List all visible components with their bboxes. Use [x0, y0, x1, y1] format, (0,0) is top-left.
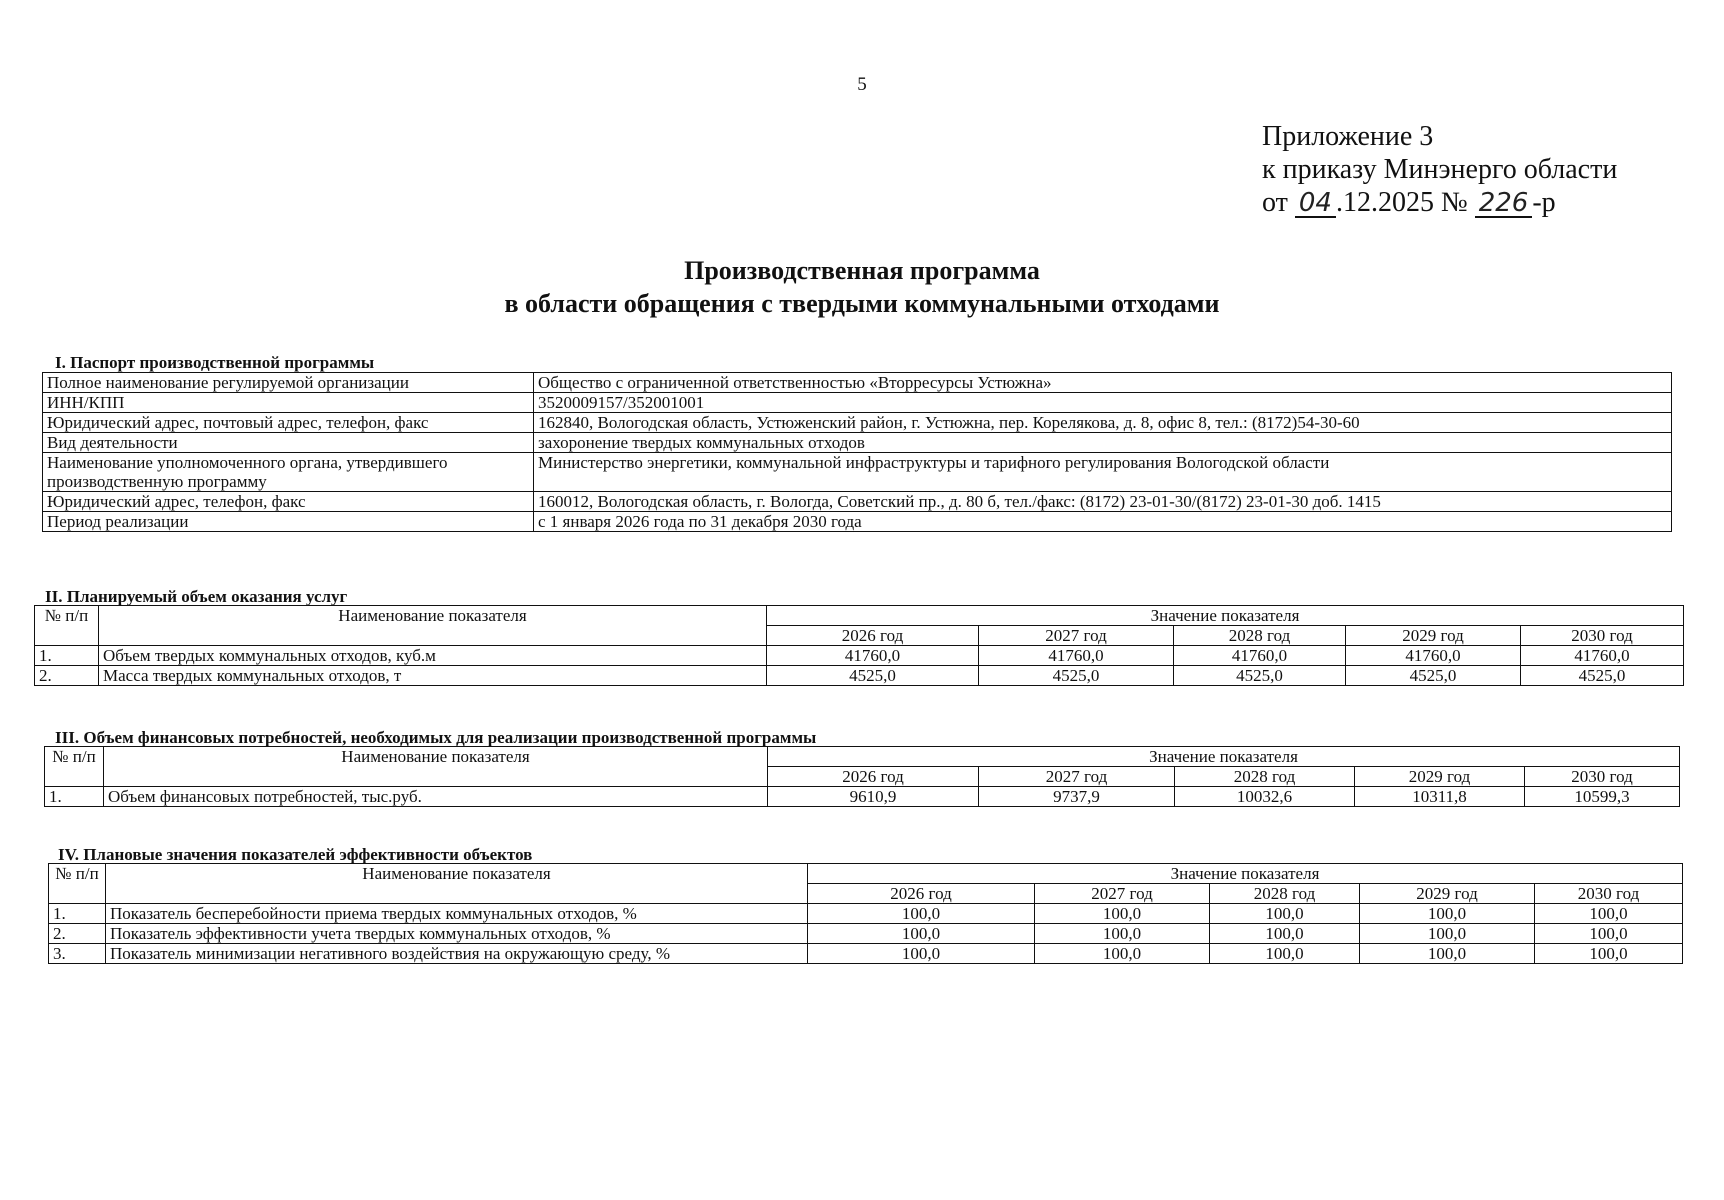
indicator-value: 10311,8 [1355, 787, 1525, 807]
indicator-value: 10032,6 [1175, 787, 1355, 807]
passport-row [43, 492, 1672, 512]
indicator-value: 9610,9 [768, 787, 979, 807]
indicator-name: Показатель минимизации негативного воздействия на окружающую среду, % [106, 944, 808, 964]
indicator-value: 100,0 [808, 904, 1035, 924]
indicator-value: 100,0 [1535, 924, 1683, 944]
year-header: 2026 год [768, 767, 979, 787]
table-row [45, 787, 1680, 807]
order-date-middle: .12.2025 № [1335, 187, 1475, 218]
passport-row [43, 393, 1672, 413]
appendix-line-2: к приказу Минэнерго области [1262, 154, 1618, 185]
handwritten-day: 04 [1295, 190, 1336, 218]
indicator-value: 9737,9 [979, 787, 1175, 807]
passport-table [42, 372, 1672, 532]
year-header: 2027 год [979, 626, 1174, 646]
indicator-value: 100,0 [1535, 944, 1683, 964]
indicator-value: 100,0 [1210, 924, 1360, 944]
financial-needs-table [44, 746, 1680, 807]
table-row [35, 666, 1684, 686]
passport-value: с 1 января 2026 года по 31 декабря 2030 года [534, 512, 1672, 532]
indicator-value: 100,0 [1210, 944, 1360, 964]
indicator-value: 100,0 [1210, 904, 1360, 924]
indicator-value: 4525,0 [979, 666, 1174, 686]
title-line-1: Производственная программа [684, 256, 1040, 285]
year-header: 2029 год [1346, 626, 1521, 646]
indicator-value: 4525,0 [767, 666, 979, 686]
col-name-header: Наименование показателя [106, 864, 808, 904]
indicator-value: 100,0 [1035, 924, 1210, 944]
indicator-value: 100,0 [1535, 904, 1683, 924]
year-header: 2028 год [1210, 884, 1360, 904]
indicator-value: 10599,3 [1525, 787, 1680, 807]
passport-row [43, 373, 1672, 393]
passport-label: Период реализации [43, 512, 534, 532]
passport-value: Общество с ограниченной ответственностью «Вторресурсы Устюжна» [534, 373, 1672, 393]
indicator-value: 4525,0 [1174, 666, 1346, 686]
indicator-value: 100,0 [808, 944, 1035, 964]
year-header: 2028 год [1174, 626, 1346, 646]
col-number-header: № п/п [49, 864, 106, 904]
col-value-header: Значение показателя [768, 747, 1680, 767]
order-date-prefix: от [1262, 187, 1295, 218]
passport-row [43, 512, 1672, 532]
table-row [35, 646, 1684, 666]
section2-heading: II. Планируемый объем оказания услуг [45, 587, 348, 606]
year-header: 2027 год [1035, 884, 1210, 904]
year-header: 2030 год [1535, 884, 1683, 904]
col-value-header: Значение показателя [808, 864, 1683, 884]
passport-label: ИНН/КПП [43, 393, 534, 413]
indicator-value: 100,0 [1360, 944, 1535, 964]
indicator-value: 41760,0 [979, 646, 1174, 666]
indicator-name: Показатель эффективности учета твердых коммунальных отходов, % [106, 924, 808, 944]
row-number: 2. [49, 924, 106, 944]
order-number-suffix: -р [1532, 187, 1556, 218]
services-volume-table [34, 605, 1684, 686]
table-row [49, 924, 1683, 944]
page-number: 5 [857, 74, 867, 95]
year-header: 2028 год [1175, 767, 1355, 787]
col-number-header: № п/п [45, 747, 104, 787]
col-number-header: № п/п [35, 606, 99, 646]
appendix-line-3 [1262, 186, 1617, 219]
passport-label: Юридический адрес, почтовый адрес, телефон, факс [43, 413, 534, 433]
indicator-value: 100,0 [1360, 904, 1535, 924]
year-header: 2027 год [979, 767, 1175, 787]
section1-heading: I. Паспорт производственной программы [55, 353, 375, 372]
indicator-value: 100,0 [808, 924, 1035, 944]
indicator-value: 100,0 [1035, 904, 1210, 924]
passport-label: Вид деятельности [43, 433, 534, 453]
indicator-value: 100,0 [1360, 924, 1535, 944]
indicator-name: Объем твердых коммунальных отходов, куб.м [99, 646, 767, 666]
row-number: 1. [35, 646, 99, 666]
table-row [49, 904, 1683, 924]
year-header: 2029 год [1360, 884, 1535, 904]
col-value-header: Значение показателя [767, 606, 1684, 626]
row-number: 2. [35, 666, 99, 686]
year-header: 2029 год [1355, 767, 1525, 787]
passport-value: 160012, Вологодская область, г. Вологда, Советский пр., д. 80 б, тел./факс: (8172) 23-01-30/(8172) 23-01-30 доб. 1415 [534, 492, 1672, 512]
section3-heading: III. Объем финансовых потребностей, необходимых для реализации производственной программы [55, 728, 817, 747]
indicator-value: 100,0 [1035, 944, 1210, 964]
passport-value: 3520009157/352001001 [534, 393, 1672, 413]
indicator-value: 41760,0 [1346, 646, 1521, 666]
col-name-header: Наименование показателя [104, 747, 768, 787]
row-number: 3. [49, 944, 106, 964]
passport-row [43, 433, 1672, 453]
year-header: 2026 год [808, 884, 1035, 904]
year-header: 2026 год [767, 626, 979, 646]
year-header: 2030 год [1525, 767, 1680, 787]
indicator-value: 4525,0 [1346, 666, 1521, 686]
document-title [0, 254, 1724, 320]
passport-value: 162840, Вологодская область, Устюженский район, г. Устюжна, пер. Корелякова, д. 8, офис 8, тел.: (8172)54-30-60 [534, 413, 1672, 433]
indicator-value: 41760,0 [767, 646, 979, 666]
appendix-line-1: Приложение 3 [1262, 121, 1434, 152]
table-row [49, 944, 1683, 964]
passport-row [43, 413, 1672, 433]
passport-value: Министерство энергетики, коммунальной инфраструктуры и тарифного регулирования Вологодской области [534, 453, 1672, 492]
title-line-2: в области обращения с твердыми коммунальными отходами [504, 289, 1220, 318]
passport-row [43, 453, 1672, 492]
passport-label: Наименование уполномоченного органа, утвердившего производственную программу [43, 453, 534, 492]
passport-label: Полное наименование регулируемой организации [43, 373, 534, 393]
passport-label: Юридический адрес, телефон, факс [43, 492, 534, 512]
section4-heading: IV. Плановые значения показателей эффективности объектов [58, 845, 533, 864]
passport-value: захоронение твердых коммунальных отходов [534, 433, 1672, 453]
indicator-name: Масса твердых коммунальных отходов, т [99, 666, 767, 686]
handwritten-order-number: 226 [1475, 190, 1533, 218]
year-header: 2030 год [1521, 626, 1684, 646]
row-number: 1. [45, 787, 104, 807]
appendix-block [1262, 120, 1617, 219]
indicator-value: 4525,0 [1521, 666, 1684, 686]
col-name-header: Наименование показателя [99, 606, 767, 646]
efficiency-indicators-table [48, 863, 1683, 964]
indicator-value: 41760,0 [1521, 646, 1684, 666]
indicator-value: 41760,0 [1174, 646, 1346, 666]
indicator-name: Показатель бесперебойности приема твердых коммунальных отходов, % [106, 904, 808, 924]
indicator-name: Объем финансовых потребностей, тыс.руб. [104, 787, 768, 807]
row-number: 1. [49, 904, 106, 924]
